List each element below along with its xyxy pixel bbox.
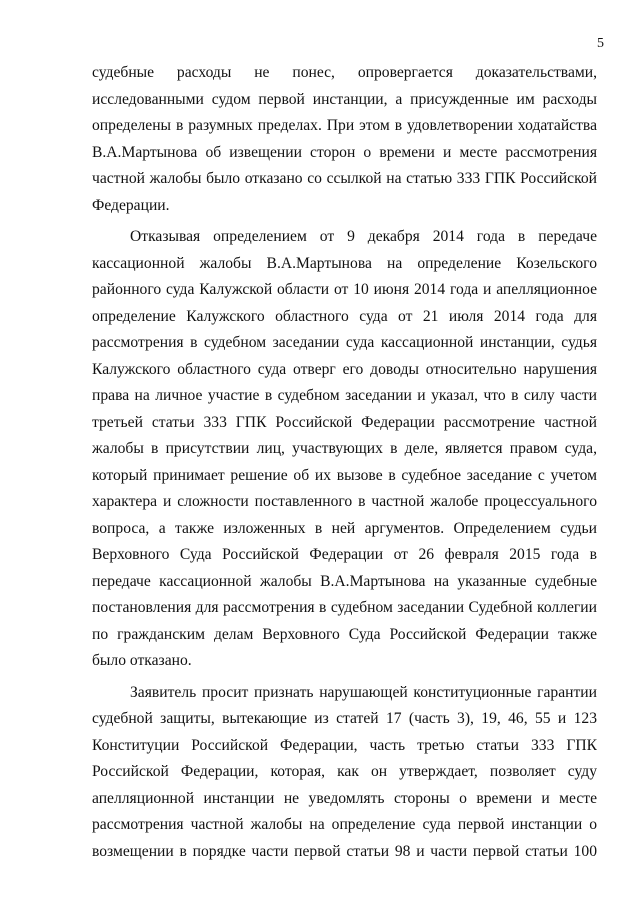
paragraph bbox=[92, 224, 597, 675]
text-line: определение Калужского областного суда от 21 июля 2014 года для bbox=[92, 307, 597, 325]
text-line: исследованными судом первой инстанции, а присужденные им расходы bbox=[92, 90, 597, 108]
text-line: было отказано. bbox=[92, 652, 192, 669]
text-line: районного суда Калужской области от 10 июня 2014 года и апелляционное bbox=[92, 281, 597, 298]
text-line: определены в разумных пределах. При этом в удовлетворении ходатайства bbox=[92, 117, 597, 134]
text-line: третьей статьи 333 ГПК Российской Федерации рассмотрение частной bbox=[92, 413, 597, 431]
text-line: характера и сложности поставленного в частной жалобе процессуального bbox=[92, 493, 597, 510]
text-line: судебные расходы не понес, опровергается доказательствами, bbox=[92, 64, 597, 81]
text-line: возмещении в порядке части первой статьи 98 и части первой статьи 100 bbox=[92, 842, 597, 860]
text-line: Отказывая определением от 9 декабря 2014 года в передаче bbox=[130, 228, 597, 245]
text-line: по гражданским делам Верховного Суда Российской Федерации также bbox=[92, 625, 597, 643]
text-line: Российской Федерации, которая, как он утверждает, позволяет суду bbox=[92, 763, 597, 780]
text-line: Федерации. bbox=[92, 196, 170, 214]
paragraph bbox=[92, 60, 597, 219]
text-line: вопроса, а также изложенных в ней аргументов. Определением судьи bbox=[92, 519, 597, 537]
text-line: кассационной жалобы В.А.Мартынова на определение Козельского bbox=[92, 254, 597, 272]
text-line: Калужского областного суда отверг его доводы относительно нарушения bbox=[92, 360, 597, 378]
text-line: В.А.Мартынова об извещении сторон о времени и месте рассмотрения bbox=[92, 143, 597, 161]
text-line: Заявитель просит признать нарушающей конституционные гарантии bbox=[130, 683, 597, 701]
text-line: постановления для рассмотрения в судебном заседании Судебной коллегии bbox=[92, 599, 597, 616]
text-line: рассмотрения частной жалобы на определение суда первой инстанции о bbox=[92, 816, 597, 833]
text-line: судебной защиты, вытекающие из статей 17 (часть 3), 19, 46, 55 и 123 bbox=[92, 710, 597, 727]
text-line: который принимает решение об их вызове в судебное заседание с учетом bbox=[92, 466, 597, 484]
paragraph bbox=[92, 680, 597, 866]
text-line: жалобы в присутствии лиц, участвующих в деле, является правом суда, bbox=[92, 440, 597, 457]
text-line: рассмотрения в судебном заседании суда кассационной инстанции, судья bbox=[92, 334, 597, 351]
text-line: частной жалобы было отказано со ссылкой на статью 333 ГПК Российской bbox=[92, 170, 597, 187]
text-line: апелляционной инстанции не уведомлять стороны о времени и месте bbox=[92, 789, 597, 807]
document-body bbox=[92, 60, 597, 865]
text-line: передаче кассационной жалобы В.А.Мартынова на указанные судебные bbox=[92, 572, 597, 590]
text-line: Верховного Суда Российской Федерации от 26 февраля 2015 года в bbox=[92, 546, 597, 563]
text-line: Конституции Российской Федерации, часть третью статьи 333 ГПК bbox=[92, 736, 597, 754]
page-number: 5 bbox=[597, 36, 604, 51]
text-line: права на личное участие в судебном заседании и указал, что в силу части bbox=[92, 387, 597, 404]
